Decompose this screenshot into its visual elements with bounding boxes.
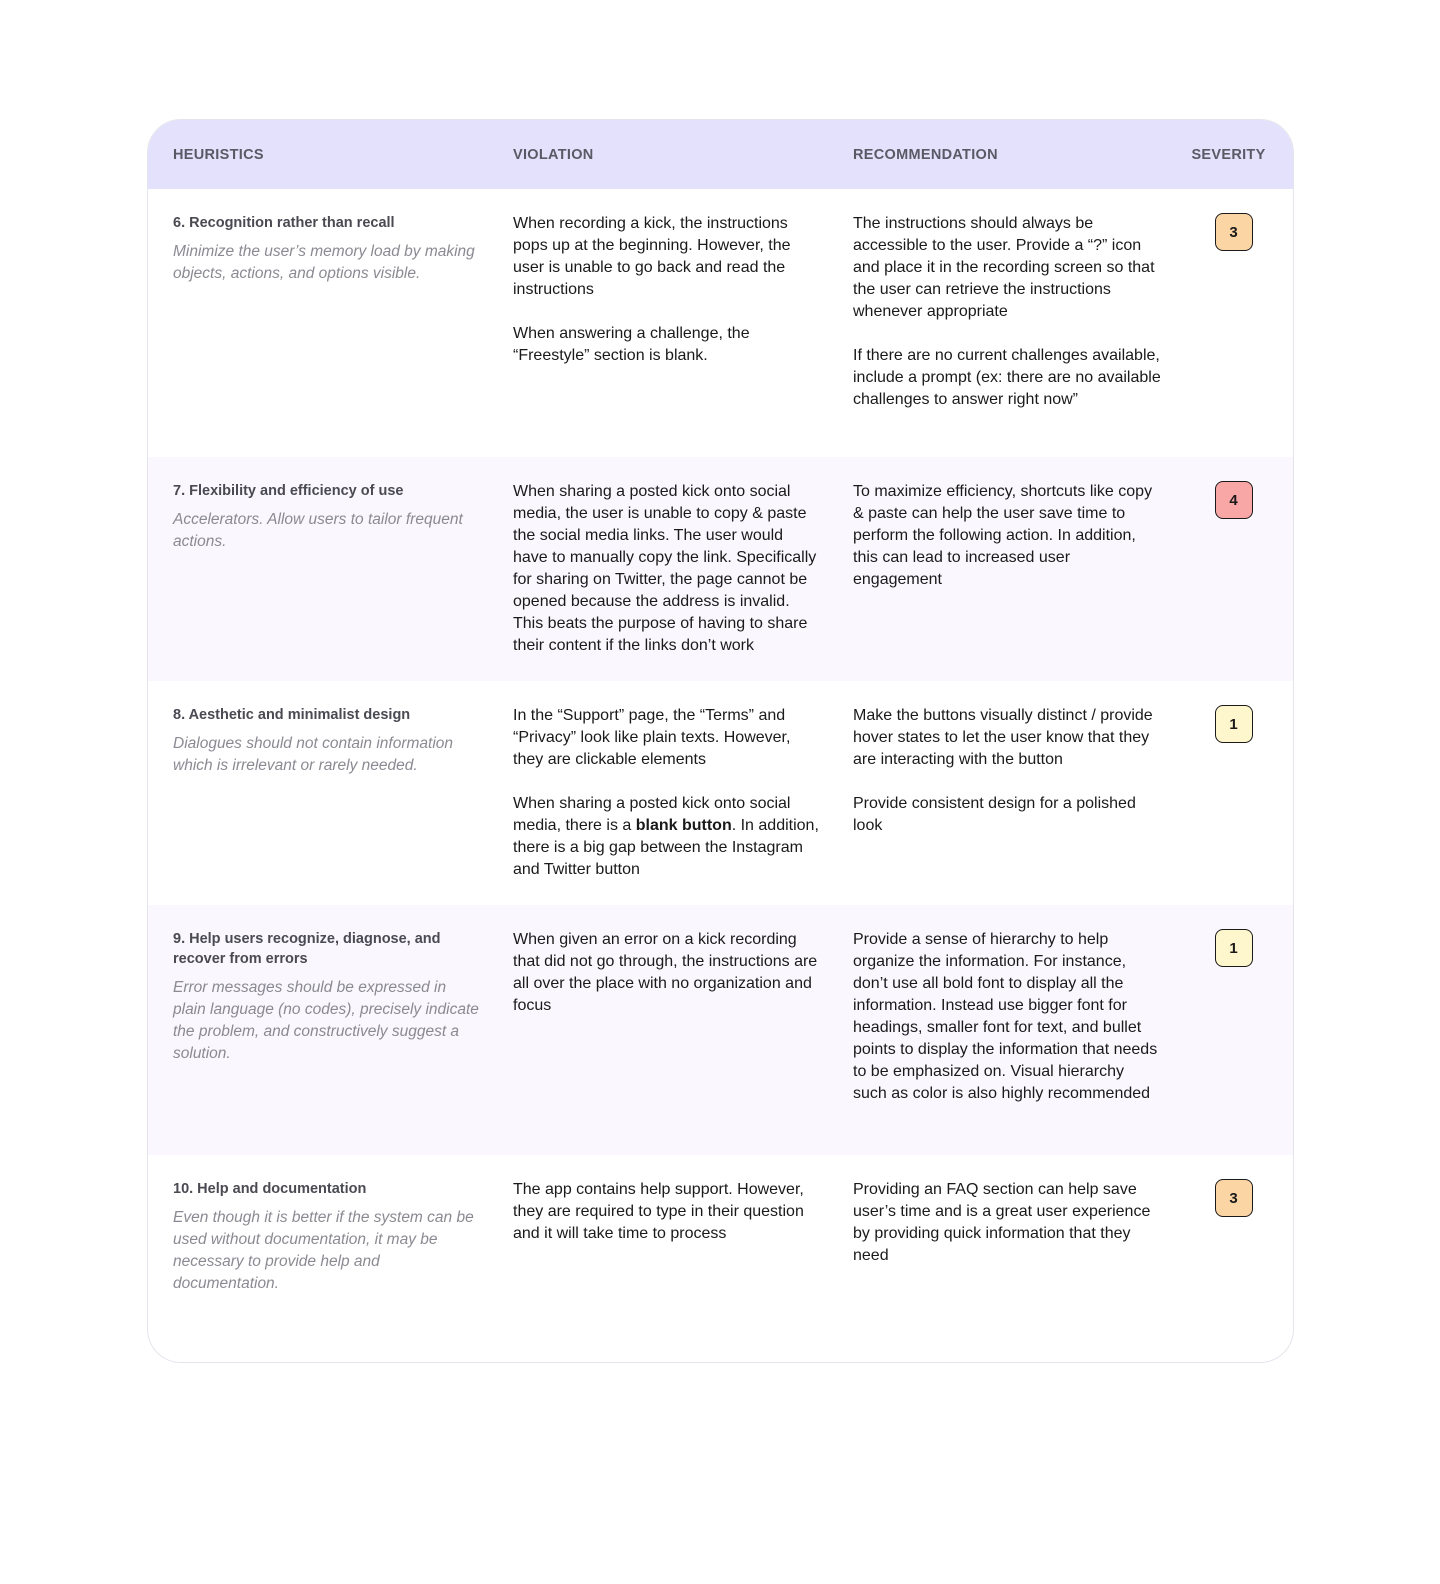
severity-badge: 1 <box>1215 705 1253 743</box>
violation-text: When given an error on a kick recording that did not go through, the instructions are all over the place with no organization and focus <box>513 931 818 1014</box>
table-row <box>148 1155 1293 1362</box>
violation-text-emphasis: blank button <box>635 817 732 834</box>
column-header-violation: VIOLATION <box>513 146 594 163</box>
violation-text: When sharing a posted kick onto social media, the user is unable to copy & paste the social media links. The user would have to manually copy the link. Specifically for sharing on Twitter, the page cannot be opened because the address is invalid. This beats the purpose of having to share their content if the links don’t work <box>513 483 817 654</box>
table-row <box>148 905 1293 1155</box>
violation-cell <box>488 457 828 681</box>
heuristic-title: 6. Recognition rather than recall <box>173 215 395 231</box>
violation-cell <box>488 1155 828 1362</box>
table-row <box>148 457 1293 681</box>
heuristic-description: Minimize the user’s memory load by making objects, actions, and options visible. <box>173 243 475 282</box>
severity-badge: 3 <box>1215 1179 1253 1217</box>
heuristic-evaluation-table <box>147 119 1294 1363</box>
violation-text: When answering a challenge, the “Freestyle” section is blank. <box>513 325 750 364</box>
table-header <box>148 120 1293 189</box>
recommendation-text: To maximize efficiency, shortcuts like copy & paste can help the user save time to perform the following action. In addition, this can lead to increased user engagement <box>853 483 1153 588</box>
heuristic-description: Accelerators. Allow users to tailor frequent actions. <box>173 511 463 550</box>
recommendation-cell <box>828 905 1168 1155</box>
violation-cell <box>488 905 828 1155</box>
violation-text-start: When sharing a posted kick onto social media, there is a <box>513 795 791 834</box>
heuristic-cell <box>148 1155 488 1362</box>
table-row <box>148 681 1293 905</box>
table-row <box>148 189 1293 457</box>
violation-text-end: . In addition, there is a big gap between the Instagram and Twitter button <box>513 817 819 878</box>
severity-cell <box>1168 1155 1293 1362</box>
severity-cell <box>1168 681 1293 905</box>
recommendation-text: Provide consistent design for a polished look <box>853 795 1136 834</box>
violation-cell <box>488 189 828 457</box>
column-header-heuristics: HEURISTICS <box>173 146 264 163</box>
heuristic-title: 7. Flexibility and efficiency of use <box>173 483 404 499</box>
violation-cell <box>488 681 828 905</box>
severity-badge: 1 <box>1215 929 1253 967</box>
recommendation-text: If there are no current challenges available, include a prompt (ex: there are no available challenges to answer right now” <box>853 347 1161 408</box>
column-header-recommendation: RECOMMENDATION <box>853 146 998 163</box>
severity-badge: 3 <box>1215 213 1253 251</box>
heuristic-title: 8. Aesthetic and minimalist design <box>173 707 411 723</box>
recommendation-cell <box>828 457 1168 681</box>
heuristic-cell <box>148 905 488 1155</box>
violation-text: In the “Support” page, the “Terms” and “Privacy” look like plain texts. However, they are clickable elements <box>513 707 791 768</box>
recommendation-text: The instructions should always be accessible to the user. Provide a “?” icon and place it in the recording screen so that the user can retrieve the instructions whenever appropriate <box>853 215 1155 320</box>
column-header-severity: SEVERITY <box>1191 146 1266 163</box>
violation-text: The app contains help support. However, they are required to type in their question and it will take time to process <box>513 1181 804 1242</box>
violation-text: When recording a kick, the instructions pops up at the beginning. However, the user is unable to go back and read the instructions <box>513 215 791 298</box>
severity-badge: 4 <box>1215 481 1253 519</box>
heuristic-cell <box>148 457 488 681</box>
severity-cell <box>1168 189 1293 457</box>
recommendation-cell <box>828 681 1168 905</box>
recommendation-cell <box>828 1155 1168 1362</box>
heuristic-title: 10. Help and documentation <box>173 1181 367 1197</box>
heuristic-description: Even though it is better if the system can be used without documentation, it may be necessary to provide help and documentation. <box>173 1209 474 1292</box>
recommendation-cell <box>828 189 1168 457</box>
recommendation-text: Make the buttons visually distinct / provide hover states to let the user know that they are interacting with the button <box>853 707 1153 768</box>
severity-cell <box>1168 905 1293 1155</box>
severity-cell <box>1168 457 1293 681</box>
heuristic-description: Dialogues should not contain information which is irrelevant or rarely needed. <box>173 735 454 774</box>
heuristic-cell <box>148 189 488 457</box>
recommendation-text: Providing an FAQ section can help save user’s time and is a great user experience by providing quick information that they need <box>853 1181 1151 1264</box>
violation-text <box>513 793 828 881</box>
heuristic-description: Error messages should be expressed in plain language (no codes), precisely indicate the problem, and constructively suggest a solution. <box>173 979 479 1062</box>
heuristic-title: 9. Help users recognize, diagnose, and recover from errors <box>173 931 441 967</box>
heuristic-cell <box>148 681 488 905</box>
recommendation-text: Provide a sense of hierarchy to help organize the information. For instance, don’t use all bold font to display all the information. Instead use bigger font for headings, smaller font for text, and bullet points to display the information that needs to be emphasized on. Visual hierarchy such as color is also highly recommended <box>853 931 1158 1102</box>
